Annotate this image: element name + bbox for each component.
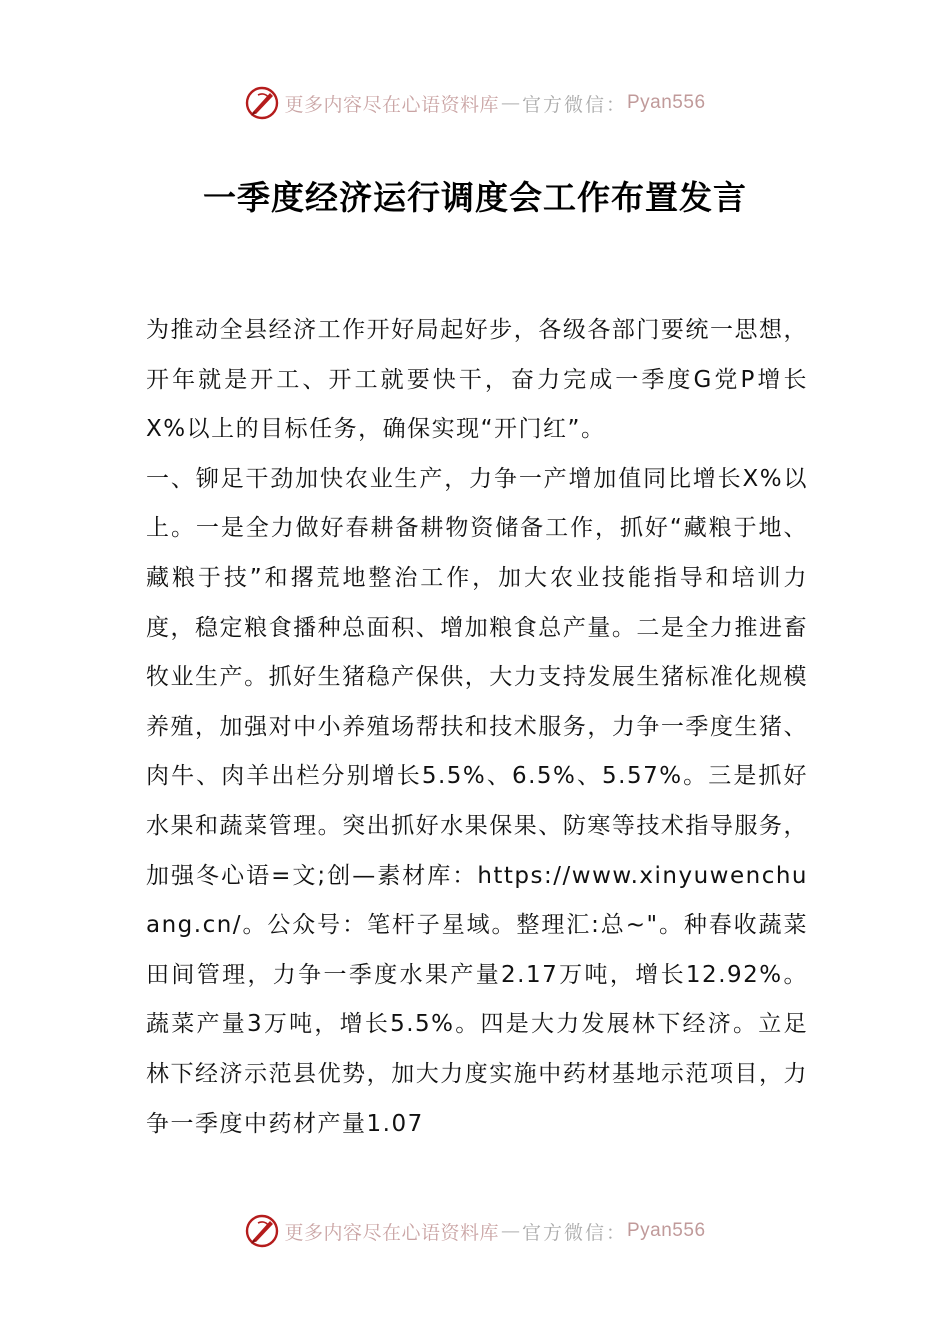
watermark-wechat-id: Pyan556 (627, 92, 706, 113)
paragraph-agriculture: 一、铆足干劲加快农业生产，力争一产增加值同比增长X%以上。一是全力做好春耕备耕物资储备工作，抓好“藏粮于地、藏粮于技”和撂荒地整治工作，加大农业技能指导和培训力度，稳定粮食播种总面积、增加粮食总产量。二是全力推进畜牧业生产。抓好生猪稳产保供，大力支持发展生猪标准化规模养殖，加强对中小养殖场帮扶和技术服务，力争一季度生猪、肉牛、肉羊出栏分别增长5.5%、6.5%、5.57%。三是抓好水果和蔬菜管理。突出抓好水果保果、防寒等技术指导服务，加强冬心语=文;创—素材库：https://www.xinyuwenchuang.cn/。公众号：笔杆子星域。整理汇:总~"。种春收蔬菜田间管理，力争一季度水果产量2.17万吨，增长12.92%。蔬菜产量3万吨，增长5.5%。四是大力发展林下经济。立足林下经济示范县优势，加大力度实施中药材基地示范项目，力争一季度中药材产量1.07 (146, 465, 808, 1137)
watermark-official-label: 官方微信： (521, 1221, 627, 1244)
quill-logo-icon (244, 85, 280, 121)
watermark-separator: — (500, 1220, 520, 1242)
document-title: 一季度经济运行调度会工作布置发言 (203, 178, 747, 217)
quill-logo-icon (244, 1213, 280, 1249)
watermark-official-label: 官方微信： (521, 93, 627, 116)
header-watermark-banner (0, 80, 950, 126)
watermark-separator: — (500, 92, 520, 114)
document-body (146, 306, 808, 1149)
footer-watermark-banner (0, 1208, 950, 1254)
watermark-text: 更多内容尽在心语资料库 (284, 93, 499, 116)
paragraph-intro: 为推动全县经济工作开好局起好步，各级各部门要统一思想，开年就是开工、开工就要快干，奋力完成一季度G党P增长X%以上的目标任务，确保实现“开门红”。 (146, 317, 808, 443)
watermark-wechat-id: Pyan556 (627, 1220, 706, 1241)
watermark-text: 更多内容尽在心语资料库 (284, 1221, 499, 1244)
